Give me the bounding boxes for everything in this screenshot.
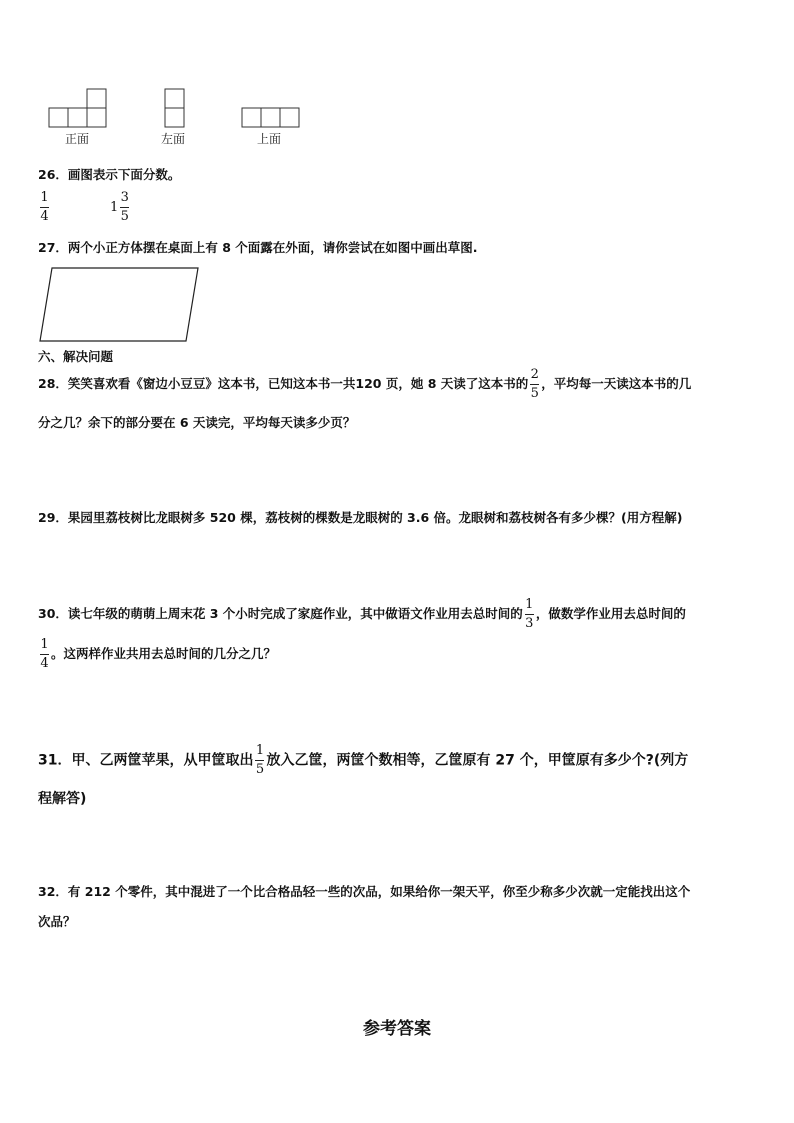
question-27: [38, 239, 478, 257]
question-28: [38, 368, 691, 401]
question-number: 31．: [38, 752, 72, 769]
top-view-label: 上面: [257, 132, 282, 146]
denominator: 4: [40, 656, 49, 671]
question-text: 笑笑喜欢看《窗边小豆豆》这本书，已知这本书一共120 页，她 8 天读了这本书的: [67, 376, 529, 391]
question-32-line2: 次品？: [38, 914, 76, 929]
question-text-cont: 放入乙筐，两筐个数相等，乙筐原有 27 个，甲筐原有多少个?(列方: [266, 752, 689, 769]
numerator: 1: [40, 637, 49, 652]
question-31-line2: 程解答): [38, 791, 87, 807]
numerator: 1: [255, 743, 265, 758]
section-title: 六、解决问题: [38, 349, 114, 364]
question-text: 甲、乙两筐苹果，从甲筐取出: [71, 752, 254, 769]
question-text: 有 212 个零件，其中混进了一个比合格品轻一些的次品，如果给你一架天平，你至少称多少次就一定能找出这个: [67, 884, 691, 899]
fraction: [530, 368, 539, 401]
question-text-cont: 。这两样作业共用去总时间的几分之几？: [51, 646, 277, 661]
front-view-diagram: [48, 88, 110, 130]
left-view-diagram: [164, 88, 186, 130]
denominator: 5: [530, 386, 539, 401]
question-number: 32．: [38, 884, 68, 899]
question-number: 27．: [38, 240, 68, 255]
denominator: 5: [255, 762, 265, 777]
question-30: [38, 598, 686, 631]
question-32: [38, 883, 690, 901]
fraction: [525, 598, 534, 631]
question-number: 30．: [38, 606, 68, 621]
numerator: 3: [120, 190, 129, 205]
question-text: 读七年级的萌萌上周末花 3 个小时完成了家庭作业，其中做语文作业用去总时间的: [67, 606, 523, 621]
denominator: 3: [525, 616, 534, 631]
answers-title: 参考答案: [363, 1019, 431, 1039]
question-29: [38, 509, 682, 527]
fraction: [40, 638, 49, 671]
question-number: 29．: [38, 510, 68, 525]
whole-number: 1: [110, 200, 119, 215]
q26-fraction-1: [38, 191, 51, 224]
question-31: [38, 744, 688, 777]
question-30-line2: [38, 638, 276, 671]
numerator: 1: [40, 190, 49, 205]
question-text-cont: ，做数学作业用去总时间的: [535, 606, 686, 621]
fraction: [255, 744, 264, 777]
three-views-figure: [48, 88, 308, 148]
question-text: 果园里荔枝树比龙眼树多 520 棵，荔枝树的棵数是龙眼树的 3.6 倍。龙眼树和荔枝树各有多少棵？(用方程解): [67, 510, 683, 525]
numerator: 2: [530, 367, 539, 382]
q26-fraction-2: [110, 191, 131, 224]
denominator: 4: [40, 209, 49, 224]
question-number: 26．: [38, 167, 68, 182]
parallelogram-drawing-area[interactable]: [38, 266, 202, 344]
question-text-cont: ，平均每一天读这本书的几: [541, 376, 692, 391]
question-number: 28．: [38, 376, 68, 391]
question-28-line2: 分之几？余下的部分要在 6 天读完，平均每天读多少页？: [38, 415, 356, 430]
numerator: 1: [525, 597, 534, 612]
denominator: 5: [120, 209, 129, 224]
question-text: 画图表示下面分数。: [67, 167, 181, 182]
left-view-label: 左面: [161, 132, 186, 146]
question-26: [38, 166, 180, 184]
front-view-label: 正面: [65, 132, 90, 146]
question-text: 两个小正方体摆在桌面上有 8 个面露在外面，请你尝试在如图中画出草图.: [67, 240, 478, 255]
top-view-diagram: [241, 107, 303, 130]
